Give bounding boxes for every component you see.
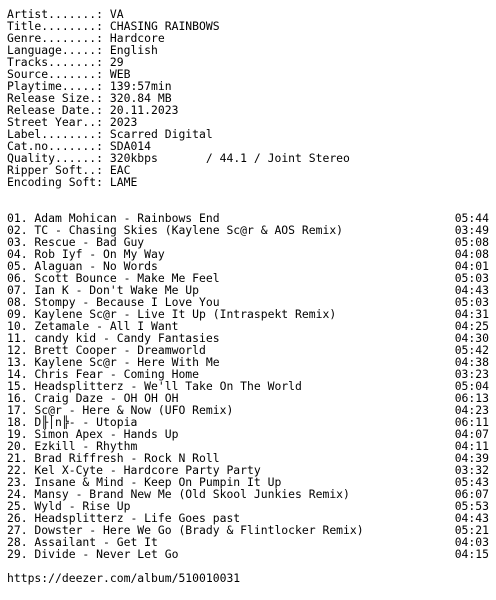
meta-value: SDA014 [109,139,152,153]
meta-key: Label........: [7,127,110,141]
meta-value: VA [109,7,124,21]
release-info-document [7,8,489,584]
track-duration: 04:43 [454,283,489,297]
track-duration: 04:07 [454,427,489,441]
track-title: 28. Assailant - Get It [7,535,158,549]
track-title: 21. Brad Riffresh - Rock N Roll [7,451,220,465]
meta-key: Playtime.....: [7,79,110,93]
meta-key: Ripper Soft..: [7,163,110,177]
meta-key: Release Size.: [7,91,110,105]
track-duration: 04:01 [454,259,489,273]
track-duration: 03:49 [454,223,489,237]
track-title: 06. Scott Bounce - Make Me Feel [7,271,220,285]
track-duration: 05:03 [454,295,489,309]
track-duration: 05:03 [454,271,489,285]
track-duration: 05:08 [454,235,489,249]
track-duration: 06:07 [454,487,489,501]
meta-key: Artist.......: [7,7,110,21]
meta-value: 320kbps / 44.1 / Joint Stereo [109,151,350,165]
meta-key: Source.......: [7,67,110,81]
track-title: 10. Zetamale - All I Want [7,319,179,333]
track-title: 01. Adam Mohican - Rainbows End [7,211,220,225]
track-duration: 03:32 [454,463,489,477]
spacer [7,188,489,212]
album-url[interactable]: https://deezer.com/album/510010031 [7,571,241,585]
metadata-block [7,8,489,188]
meta-key: Title........: [7,19,110,33]
track-title: 15. Headsplitterz - We'll Take On The World [7,379,302,393]
track-title: 17. Sc@r - Here & Now (UFO Remix) [7,403,234,417]
track-duration: 04:11 [454,439,489,453]
track-duration: 04:43 [454,511,489,525]
track-duration: 06:11 [454,415,489,429]
meta-value: WEB [109,67,131,81]
track-title: 02. TC - Chasing Skies (Kaylene Sc@r & AOS Remix) [7,223,344,237]
track-duration: 03:23 [454,367,489,381]
track-title: 25. Wyld - Rise Up [7,499,131,513]
track-duration: 04:08 [454,247,489,261]
track-duration: 05:21 [454,523,489,537]
track-title: 03. Rescue - Bad Guy [7,235,145,249]
meta-key: Genre........: [7,31,110,45]
track-duration: 04:30 [454,331,489,345]
track-duration: 05:42 [454,343,489,357]
meta-value: Scarred Digital [109,127,213,141]
track-title: 13. Kaylene Sc@r - Here With Me [7,355,220,369]
meta-encoding-soft [7,176,489,188]
track-title: 09. Kaylene Sc@r - Live It Up (Intraspekt Remix) [7,307,337,321]
meta-key: Language.....: [7,43,110,57]
meta-value: 320.84 MB [109,91,172,105]
track-title: 07. Ian K - Don't Wake Me Up [7,283,200,297]
track-title: 04. Rob Iyf - On My Way [7,247,165,261]
track-title: 23. Insane & Mind - Keep On Pumpin It Up [7,475,282,489]
track-duration: 04:38 [454,355,489,369]
meta-value: Hardcore [109,31,165,45]
track-title: 22. Kel X-Cyte - Hardcore Party Party [7,463,261,477]
track-title: 20. Ezkill - Rhythm [7,439,138,453]
track-title: 18. D╟│n╠- - Utopia [7,415,138,429]
track-title: 14. Chris Fear - Coming Home [7,367,200,381]
meta-value: CHASING RAINBOWS [109,19,220,33]
track-duration: 05:53 [454,499,489,513]
meta-value: 29 [109,55,124,69]
meta-value: 139:57min [109,79,172,93]
track-duration: 04:15 [454,547,489,561]
meta-value: 2023 [109,115,138,129]
track-title: 05. Alaguan - No Words [7,259,158,273]
track-title: 29. Divide - Never Let Go [7,547,179,561]
track-duration: 04:39 [454,451,489,465]
track-title: 16. Craig Daze - OH OH OH [7,391,179,405]
track-title: 26. Headsplitterz - Life Goes past [7,511,241,525]
track-duration: 06:13 [454,391,489,405]
meta-value: English [109,43,158,57]
track-title: 12. Brett Cooper - Dreamworld [7,343,206,357]
meta-key: Quality......: [7,151,110,165]
track-title: 08. Stompy - Because I Love You [7,295,220,309]
track-title: 27. Dowster - Here We Go (Brady & Flintlocker Remix) [7,523,364,537]
meta-value: EAC [109,163,131,177]
meta-value: LAME [109,175,138,189]
track-duration: 05:04 [454,379,489,393]
track-title: 19. Simon Apex - Hands Up [7,427,179,441]
track-duration: 04:31 [454,307,489,321]
tracklist [7,212,489,560]
track-duration: 05:43 [454,475,489,489]
track-title: 11. candy kid - Candy Fantasies [7,331,220,345]
meta-key: Cat.no.......: [7,139,110,153]
track-row [7,548,489,560]
meta-key: Tracks.......: [7,55,110,69]
track-duration: 05:44 [454,211,489,225]
track-duration: 04:03 [454,535,489,549]
track-duration: 04:23 [454,403,489,417]
track-title: 24. Mansy - Brand New Me (Old Skool Junkies Remix) [7,487,350,501]
meta-key: Release Date.: [7,103,110,117]
track-duration: 04:25 [454,319,489,333]
meta-key: Street Year..: [7,115,110,129]
meta-value: 20.11.2023 [109,103,179,117]
meta-key: Encoding Soft: [7,175,110,189]
